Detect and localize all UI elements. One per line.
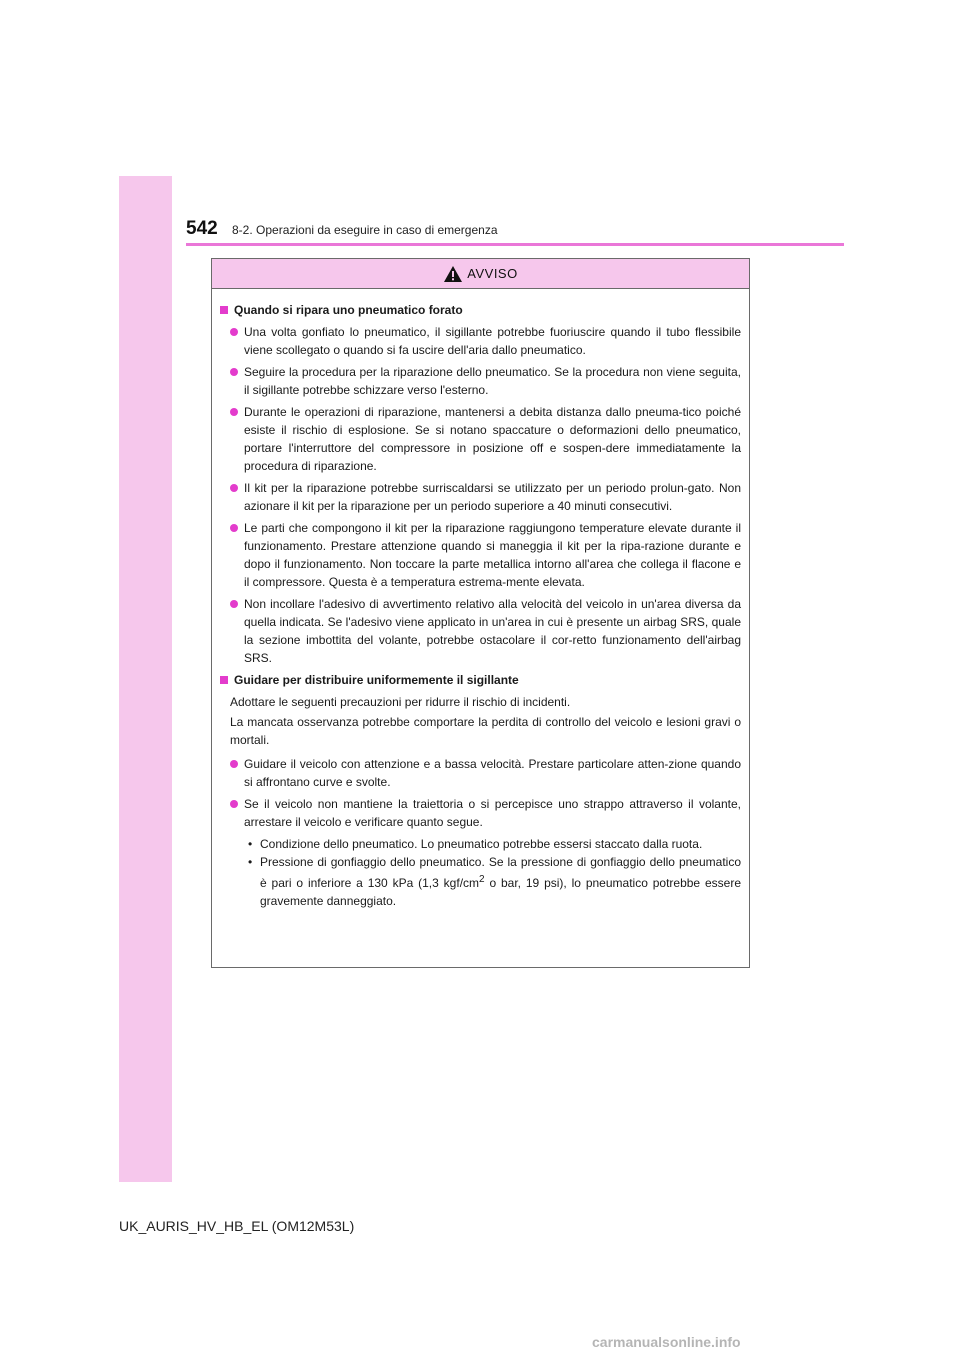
- square-bullet-icon: [220, 676, 228, 684]
- round-bullet-icon: [230, 600, 238, 608]
- round-bullet-icon: [230, 328, 238, 336]
- page-number: 542: [186, 218, 218, 239]
- header-rule: [186, 243, 844, 246]
- side-tab-band: [119, 176, 172, 1182]
- bullet-item: Una volta gonfiato lo pneumatico, il sigillante potrebbe fuoriuscire quando il tubo flessibile viene scollegato o quando si fa uscire dell'aria dallo pneumatico.: [230, 323, 741, 359]
- round-bullet-icon: [230, 760, 238, 768]
- bullet-item: Guidare il veicolo con attenzione e a bassa velocità. Prestare particolare atten-zione quando si affrontano curve e svolte.: [230, 755, 741, 791]
- section-title: 8-2. Operazioni da eseguire in caso di emergenza: [232, 223, 498, 237]
- bullet-item: Seguire la procedura per la riparazione dello pneumatico. Se la procedura non viene seguita, il sigillante potrebbe schizzare verso l'esterno.: [230, 363, 741, 399]
- watermark: carmanualsonline.info: [592, 1334, 741, 1350]
- warning-title: AVVISO: [467, 266, 518, 281]
- intro-paragraph: La mancata osservanza potrebbe comportare la perdita di controllo del veicolo e lesioni gravi o mortali.: [230, 715, 741, 747]
- bullet-item: Il kit per la riparazione potrebbe surriscaldarsi se utilizzato per un periodo prolun-gato. Non azionare il kit per la riparazione per un periodo superiore a 40 minuti consecutivi.: [230, 479, 741, 515]
- round-bullet-icon: [230, 484, 238, 492]
- sub-item: • Condizione dello pneumatico. Lo pneumatico potrebbe essersi staccato dalla ruota.: [248, 837, 703, 851]
- intro-paragraph: Adottare le seguenti precauzioni per ridurre il rischio di incidenti.: [230, 695, 571, 709]
- sub-item-mark: •: [248, 837, 253, 851]
- round-bullet-icon: [230, 524, 238, 532]
- section-heading: Guidare per distribuire uniformemente il sigillante: [220, 671, 741, 689]
- sub-item: • Pressione di gonfiaggio dello pneumatico. Se la pressione di gonfiaggio dello pneumatico è pari o inferiore a 130 kPa (1,3 kgf/$cm^2$ o bar, 19 psi), lo pneumatico potrebbe essere gravemente danneggiato.: [248, 855, 741, 908]
- round-bullet-icon: [230, 408, 238, 416]
- square-bullet-icon: [220, 306, 228, 314]
- sub-item-mark: •: [248, 855, 253, 869]
- warning-box: [211, 258, 750, 968]
- bullet-item: Durante le operazioni di riparazione, mantenersi a debita distanza dallo pneuma-tico poiché esiste il rischio di esplosione. Se si notano spaccature o deformazioni dello pneumatico, portare l'interruttore del compressore in posizione off e sospen-dere immediatamente la procedura di riparazione.: [230, 403, 741, 475]
- round-bullet-icon: [230, 800, 238, 808]
- warning-triangle-icon: [443, 265, 463, 283]
- round-bullet-icon: [230, 368, 238, 376]
- section-heading: Quando si ripara uno pneumatico forato: [220, 301, 741, 319]
- warning-body: [220, 301, 741, 910]
- bullet-item: Le parti che compongono il kit per la riparazione raggiungono temperature elevate durante il funzionamento. Prestare attenzione quando si maneggia il kit per la ripa-razione durante e dopo il funzionamento. Non toccare la parte metallica intorno all'area che collega il flacone e il compressore. Questa è a temperatura estrema-mente elevata.: [230, 519, 741, 591]
- bullet-item: Non incollare l'adesivo di avvertimento relativo alla velocità del veicolo in un'area diversa da quella indicata. Se l'adesivo viene applicato in un'area in cui è presente un airbag SRS, quale la sezione imbottita del volante, potrebbe ostacolare il cor-retto funzionamento dell'airbag SRS.: [230, 595, 741, 667]
- footer-model-code: UK_AURIS_HV_HB_EL (OM12M53L): [119, 1218, 355, 1234]
- bullet-item: Se il veicolo non mantiene la traiettoria o si percepisce uno strappo attraverso il volante, arrestare il veicolo e verificare quanto segue.: [230, 795, 741, 831]
- warning-header: [212, 259, 749, 289]
